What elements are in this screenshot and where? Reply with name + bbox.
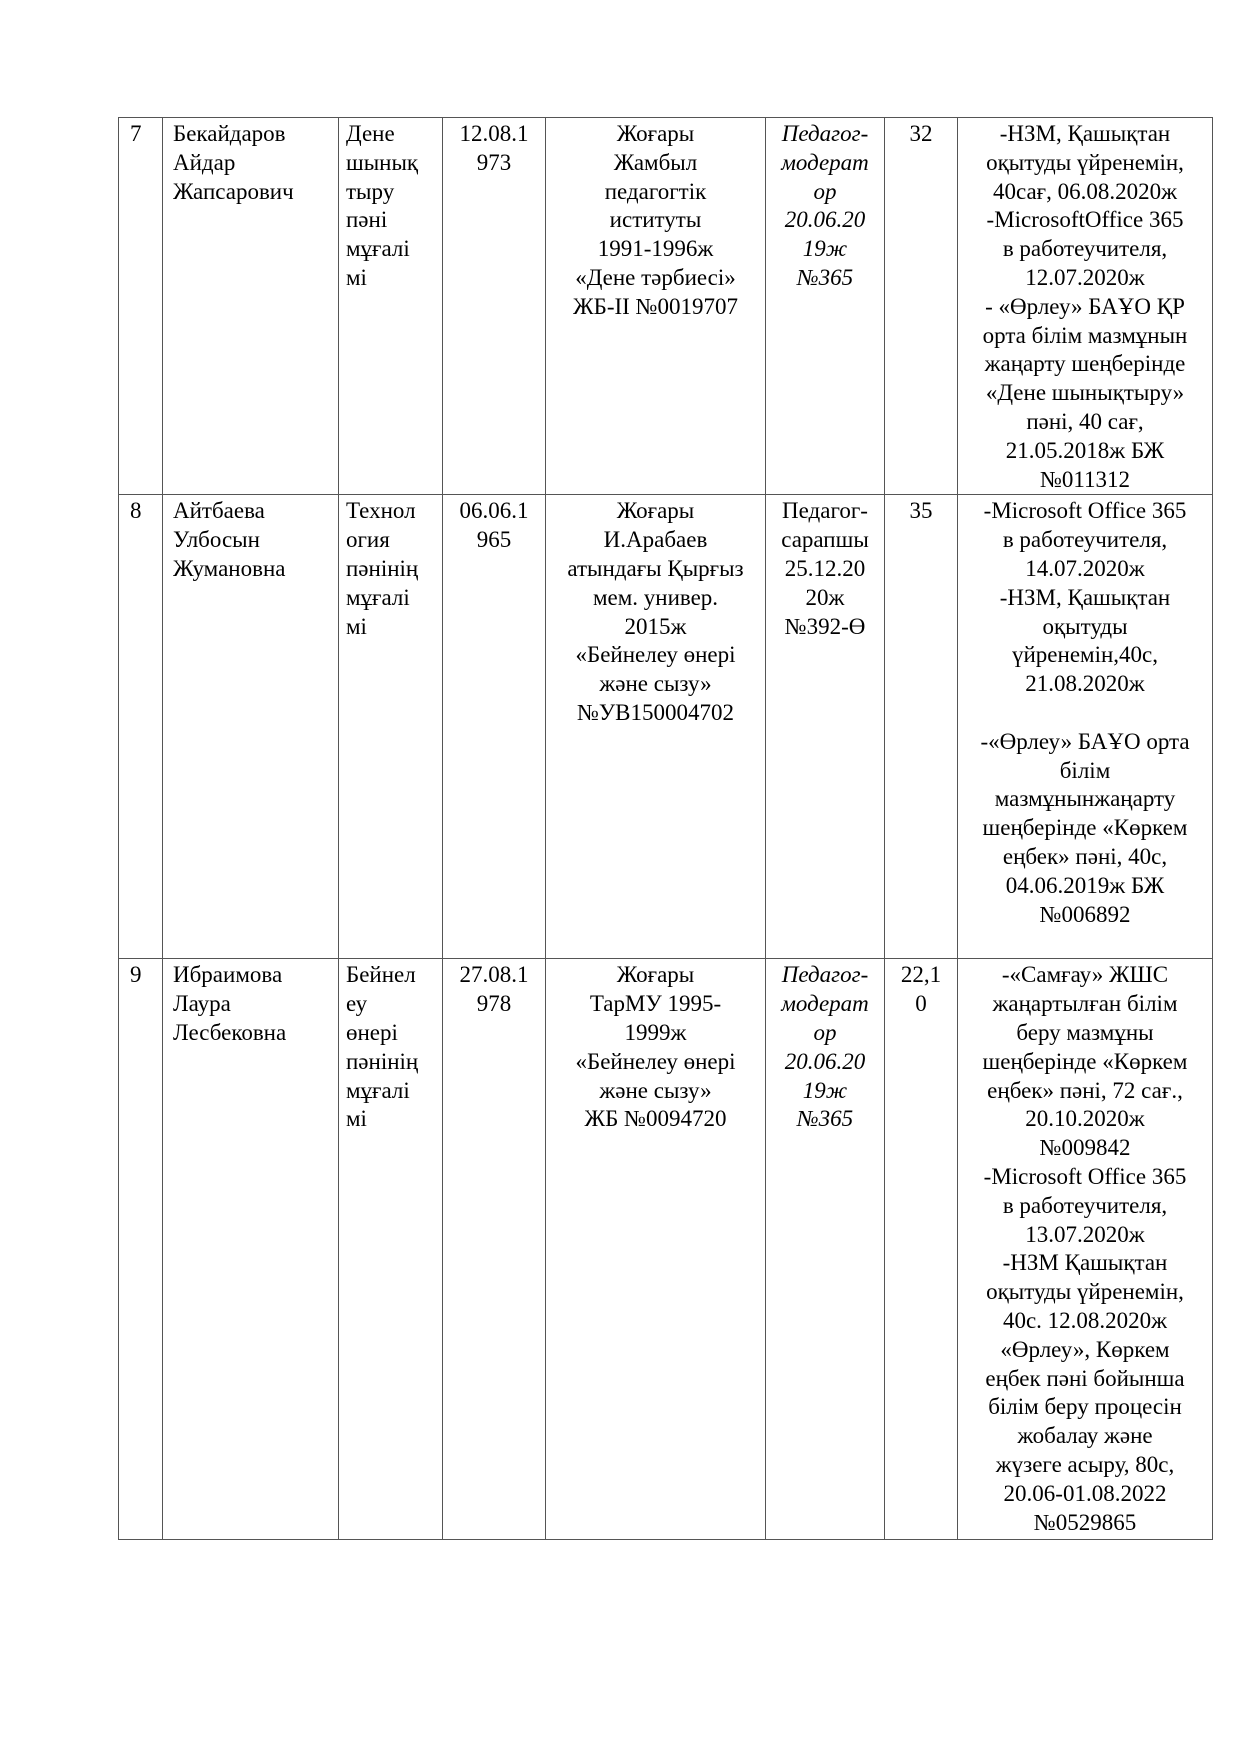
subject-cell: Дене шынық тыру пәні мұғалі мі (339, 118, 443, 495)
birth-date-cell: 06.06.1 965 (443, 495, 546, 959)
table-row (119, 495, 1213, 959)
row-number-cell: 9 (119, 959, 163, 1540)
birth-date-cell: 27.08.1 978 (443, 959, 546, 1540)
row-number-cell: 8 (119, 495, 163, 959)
table-row (119, 118, 1213, 495)
category-cell: Педагог- модерат ор 20.06.20 19ж №365 (766, 118, 885, 495)
experience-cell: 22,1 0 (885, 959, 958, 1540)
full-name-cell: Бекайдаров Айдар Жапсарович (163, 118, 339, 495)
subject-cell: Технол огия пәнінің мұғалі мі (339, 495, 443, 959)
category-cell: Педагог- модерат ор 20.06.20 19ж №365 (766, 959, 885, 1540)
row-number-cell: 7 (119, 118, 163, 495)
education-cell: Жоғары ТарМУ 1995- 1999ж «Бейнелеу өнері және сызу» ЖБ №0094720 (546, 959, 766, 1540)
courses-cell: -НЗМ, Қашықтан оқытуды үйренемін, 40сағ, 06.08.2020ж -MicrosoftOffice 365 в работеучителя, 12.07.2020ж - «Өрлеу» БАҰО ҚР орта білім мазмұнын жаңарту шеңберінде «Дене шынықтыру» пәні, 40 сағ, 21.05.2018ж БЖ №011312 (958, 118, 1213, 495)
staff-table (118, 117, 1213, 1540)
birth-date-cell: 12.08.1 973 (443, 118, 546, 495)
category-cell: Педагог- сарапшы 25.12.20 20ж №392-Ө (766, 495, 885, 959)
subject-cell: Бейнел еу өнері пәнінің мұғалі мі (339, 959, 443, 1540)
full-name-cell: Ибраимова Лаура Лесбековна (163, 959, 339, 1540)
full-name-cell: Айтбаева Улбосын Жумановна (163, 495, 339, 959)
courses-cell: -Microsoft Office 365 в работеучителя, 14.07.2020ж -НЗМ, Қашықтан оқытуды үйренемін,40с, 21.08.2020ж -«Өрлеу» БАҰО орта білім мазмұнынжаңарту шеңберінде «Көркем еңбек» пәні, 40с, 04.06.2019ж БЖ №006892 (958, 495, 1213, 959)
experience-cell: 35 (885, 495, 958, 959)
experience-cell: 32 (885, 118, 958, 495)
education-cell: Жоғары Жамбыл педагогтік иституты 1991-1996ж «Дене тәрбиесі» ЖБ-ІІ №0019707 (546, 118, 766, 495)
table-row (119, 959, 1213, 1540)
education-cell: Жоғары И.Арабаев атындағы Қырғыз мем. универ. 2015ж «Бейнелеу өнері және сызу» №УВ150004702 (546, 495, 766, 959)
courses-cell: -«Самғау» ЖШС жаңартылған білім беру мазмұны шеңберінде «Көркем еңбек» пәні, 72 сағ., 20.10.2020ж №009842 -Microsoft Office 365 в работеучителя, 13.07.2020ж -НЗМ Қашықтан оқытуды үйренемін, 40с. 12.08.2020ж «Өрлеу», Көркем еңбек пәні бойынша білім беру процесін жобалау және жүзеге асыру, 80с, 20.06-01.08.2022 №0529865 (958, 959, 1213, 1540)
